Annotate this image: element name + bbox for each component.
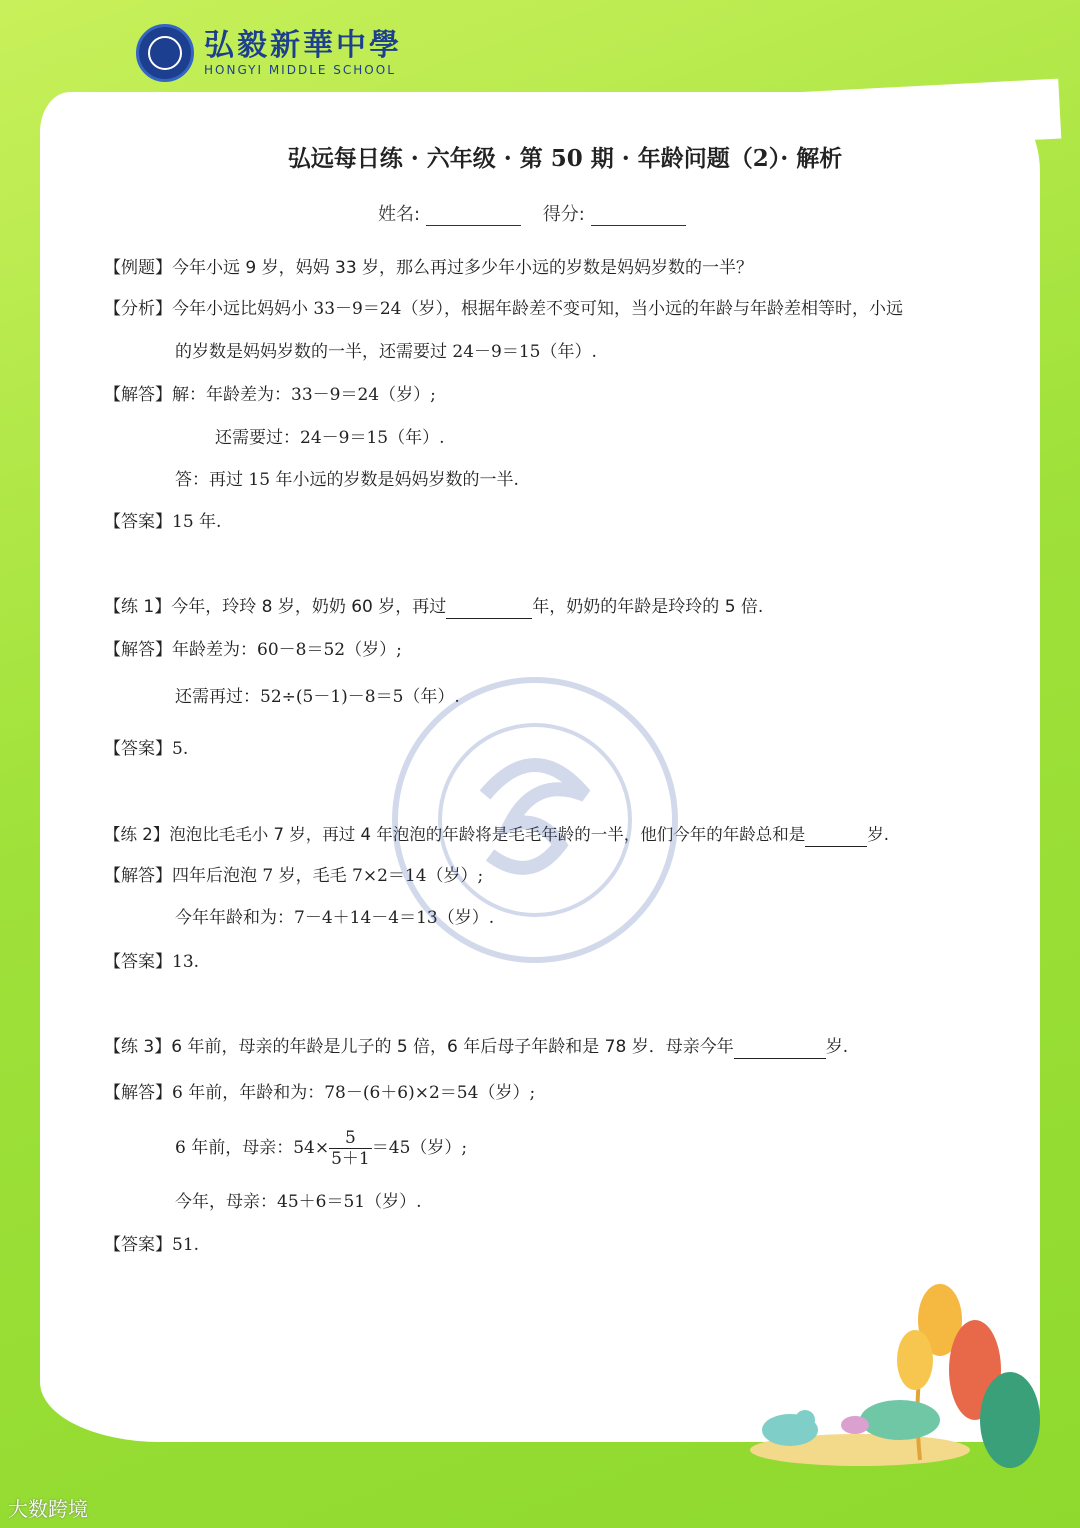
school-seal-icon [136, 24, 194, 82]
example-solution-1: 【解答】解：年龄差为：33－9＝24（岁）; [104, 385, 436, 405]
example-solution-2: 还需要过：24－9＝15（年）. [215, 428, 445, 448]
practice-2-question-b: 岁. [867, 825, 889, 844]
school-name-cn: 弘毅新華中學 [204, 28, 402, 63]
example-question: 【例题】今年小远 9 岁，妈妈 33 岁，那么再过多少年小远的岁数是妈妈岁数的一半？ [104, 258, 754, 278]
practice-3-solution-2-a: 6 年前，母亲：54× [175, 1138, 330, 1158]
practice-3-solution-3: 今年，母亲：45＋6＝51（岁）. [175, 1192, 422, 1212]
score-blank [591, 209, 686, 226]
score-label: 得分: [542, 204, 585, 225]
practice-3-solution-2-b: ＝45（岁）; [371, 1138, 468, 1158]
practice-1-question-b: 年，奶奶的年龄是玲玲的 5 倍. [532, 597, 764, 617]
fraction-denominator: 5＋1 [331, 1149, 370, 1169]
plant-bird-decoration [740, 1280, 1060, 1480]
practice-3-solution-2 [175, 1128, 467, 1169]
practice-1-question-a: 【练 1】今年，玲玲 8 岁，奶奶 60 岁，再过 [104, 597, 447, 617]
watermark-text: 大数跨境 [8, 1497, 88, 1521]
practice-2-solution-1: 【解答】四年后泡泡 7 岁，毛毛 7×2＝14（岁）; [104, 866, 484, 886]
example-analysis-2: 的岁数是妈妈岁数的一半，还需要过 24－9＝15（年）. [175, 342, 597, 362]
example-analysis-1: 【分析】今年小远比妈妈小 33－9＝24（岁），根据年龄差不变可知，当小远的年龄与年龄差相等时，小远 [104, 299, 903, 319]
practice-2-answer: 【答案】13. [104, 952, 200, 972]
practice-3-question [104, 1035, 848, 1059]
practice-1-answer: 【答案】5. [104, 739, 189, 759]
practice-2-question-a: 【练 2】泡泡比毛毛小 7 岁，再过 4 年泡泡的年龄将是毛毛年龄的一半，他们今年的年龄总和是 [104, 825, 806, 844]
practice-3-question-b: 岁. [825, 1037, 849, 1057]
practice-3-solution-1: 【解答】6 年前，年龄和为：78－(6＋6)×2＝54（岁）; [104, 1083, 536, 1103]
school-name-en: HONGYI MIDDLE SCHOOL [204, 63, 396, 77]
fraction-numerator: 5 [329, 1128, 372, 1149]
practice-2-solution-2: 今年年龄和为：7－4＋14－4＝13（岁）. [175, 908, 495, 928]
contest-stamp-icon [390, 675, 680, 965]
school-logo [136, 24, 402, 82]
practice-3-answer: 【答案】51. [104, 1235, 200, 1255]
fraction [329, 1128, 372, 1169]
practice-1-blank [446, 600, 532, 619]
example-answer: 【答案】15 年. [104, 512, 222, 532]
practice-3-blank [734, 1040, 826, 1059]
name-score-row [378, 200, 702, 226]
practice-2-blank [805, 828, 867, 847]
page-title: 弘远每日练 · 六年级 · 第 50 期 · 年龄问题（2）· 解析 [287, 145, 843, 172]
practice-1-solution-2: 还需再过：52÷(5－1)－8＝5（年）. [175, 687, 460, 707]
name-label: 姓名: [378, 204, 421, 225]
practice-1-question [104, 595, 763, 619]
practice-1-solution-1: 【解答】年龄差为：60－8＝52（岁）; [104, 640, 402, 660]
example-solution-3: 答：再过 15 年小远的岁数是妈妈岁数的一半. [175, 470, 519, 490]
practice-3-question-a: 【练 3】6 年前，母亲的年龄是儿子的 5 倍，6 年后母子年龄和是 78 岁．母亲今年 [104, 1037, 734, 1057]
name-blank [426, 209, 521, 226]
